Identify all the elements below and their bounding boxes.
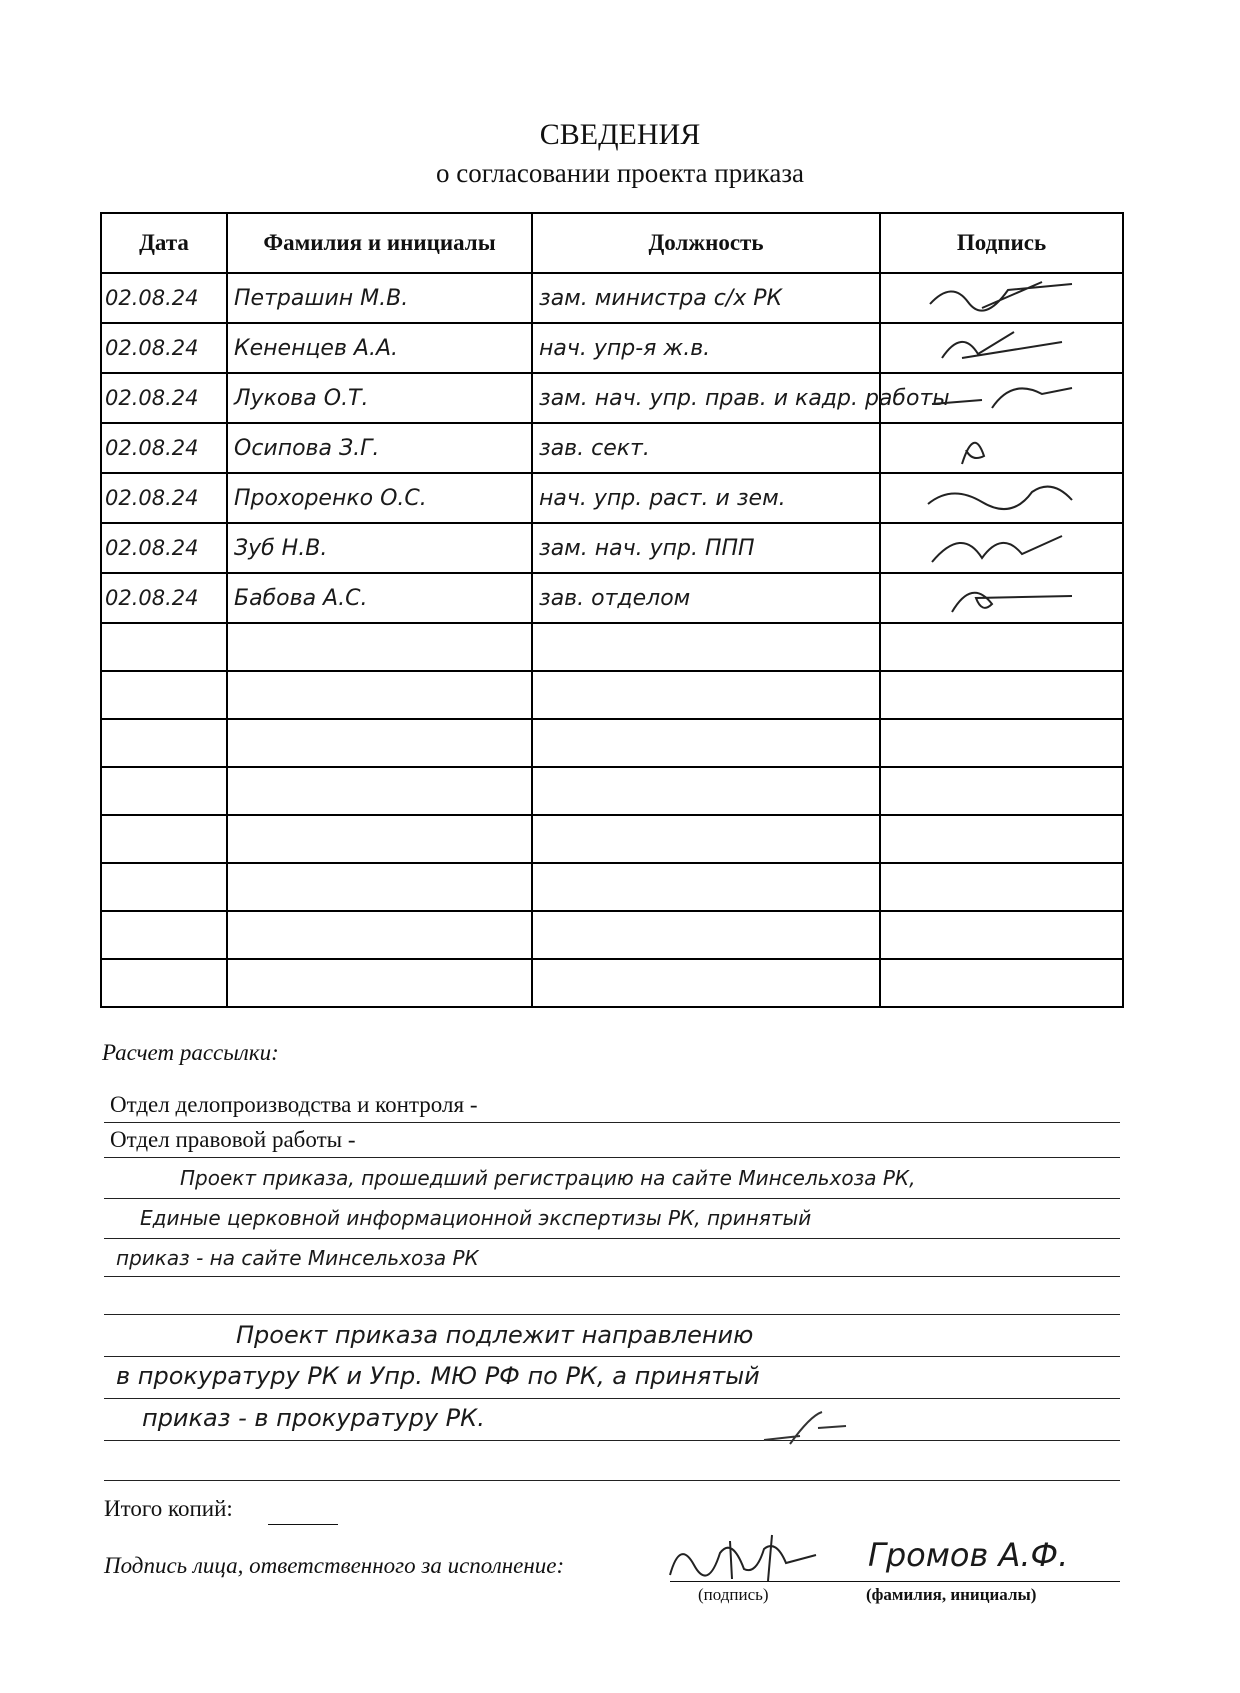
total-copies-label: Итого копий:	[104, 1496, 233, 1521]
cell-signature	[880, 863, 1123, 911]
cell-name	[227, 911, 532, 959]
signature-scribble	[922, 424, 1082, 466]
cell-signature	[880, 523, 1123, 573]
cell-name: Лукова О.Т.	[227, 373, 532, 423]
cell-signature	[880, 623, 1123, 671]
approval-table	[100, 212, 1124, 1008]
cell-date: 02.08.24	[101, 273, 227, 323]
cell-date: 02.08.24	[101, 523, 227, 573]
cell-date	[101, 959, 227, 1007]
cell-name	[227, 959, 532, 1007]
note-line: приказ - на сайте Минсельхоза РК	[116, 1246, 479, 1270]
table-row	[101, 473, 1123, 523]
cell-signature	[880, 911, 1123, 959]
cell-name	[227, 815, 532, 863]
note-line: Проект приказа подлежит направлению	[236, 1321, 754, 1349]
cell-signature	[880, 423, 1123, 473]
cell-name: Зуб Н.В.	[227, 523, 532, 573]
header-signature: Подпись	[880, 213, 1123, 273]
document-subtitle: о согласовании проекта приказа	[436, 158, 804, 188]
cell-position	[532, 863, 880, 911]
cell-name: Кененцев А.А.	[227, 323, 532, 373]
table-row	[101, 815, 1123, 863]
cell-name	[227, 767, 532, 815]
note-line: Единые церковной информационной экспертизы РК, принятый	[140, 1206, 812, 1230]
cell-name	[227, 719, 532, 767]
cell-name: Бабова А.С.	[227, 573, 532, 623]
cell-date	[101, 671, 227, 719]
cell-name: Петрашин М.В.	[227, 273, 532, 323]
signature-scribble	[922, 574, 1082, 616]
cell-name	[227, 671, 532, 719]
header-position: Должность	[532, 213, 880, 273]
cell-position: нач. упр. раст. и зем.	[532, 473, 880, 523]
table-row	[101, 959, 1123, 1007]
divider	[104, 1238, 1120, 1239]
table-body	[101, 273, 1123, 1007]
cell-name	[227, 863, 532, 911]
cell-date	[101, 863, 227, 911]
table-row	[101, 911, 1123, 959]
divider	[104, 1276, 1120, 1277]
cell-position	[532, 767, 880, 815]
cell-date	[101, 815, 227, 863]
note-line: приказ - в прокуратуру РК.	[142, 1404, 485, 1432]
divider	[104, 1198, 1120, 1199]
signature-scribble	[922, 274, 1082, 316]
note-line: Проект приказа, прошедший регистрацию на сайте Минсельхоза РК,	[180, 1166, 916, 1190]
cell-signature	[880, 719, 1123, 767]
divider	[104, 1356, 1120, 1357]
divider	[104, 1157, 1120, 1158]
cell-date: 02.08.24	[101, 373, 227, 423]
cell-position: зав. сект.	[532, 423, 880, 473]
table-row	[101, 273, 1123, 323]
caption-signature: (подпись)	[698, 1585, 769, 1604]
signature-line	[670, 1581, 1120, 1582]
responsible-signature	[660, 1535, 820, 1583]
cell-position	[532, 911, 880, 959]
total-copies-blank	[268, 1524, 338, 1525]
header-date: Дата	[101, 213, 227, 273]
cell-date	[101, 911, 227, 959]
cell-position	[532, 671, 880, 719]
cell-signature	[880, 573, 1123, 623]
signature-scribble	[922, 524, 1082, 566]
cell-signature	[880, 323, 1123, 373]
cell-position	[532, 719, 880, 767]
table-row	[101, 863, 1123, 911]
cell-position: зам. министра с/х РК	[532, 273, 880, 323]
table-row	[101, 573, 1123, 623]
note-line: в прокуратуру РК и Упр. МЮ РФ по РК, а принятый	[116, 1362, 760, 1390]
divider	[104, 1122, 1120, 1123]
cell-position: зав. отделом	[532, 573, 880, 623]
cell-position	[532, 623, 880, 671]
divider	[104, 1398, 1120, 1399]
cell-signature	[880, 767, 1123, 815]
document-title: СВЕДЕНИЯ	[539, 118, 701, 151]
divider	[104, 1314, 1120, 1315]
divider	[104, 1480, 1120, 1481]
distribution-label: Расчет рассылки:	[102, 1040, 279, 1065]
table-row	[101, 623, 1123, 671]
table-row	[101, 523, 1123, 573]
responsible-label: Подпись лица, ответственного за исполнение:	[104, 1553, 565, 1578]
cell-signature	[880, 473, 1123, 523]
cell-date: 02.08.24	[101, 323, 227, 373]
signature-scribble	[922, 474, 1082, 516]
cell-date: 02.08.24	[101, 473, 227, 523]
cell-position	[532, 959, 880, 1007]
handwritten-mark	[760, 1408, 850, 1448]
table-row	[101, 767, 1123, 815]
cell-date: 02.08.24	[101, 573, 227, 623]
cell-name	[227, 623, 532, 671]
header-name: Фамилия и инициалы	[227, 213, 532, 273]
cell-signature	[880, 273, 1123, 323]
distribution-line: Отдел правовой работы -	[110, 1127, 356, 1152]
table-row	[101, 671, 1123, 719]
divider	[104, 1440, 1120, 1441]
distribution-line: Отдел делопроизводства и контроля -	[110, 1092, 478, 1117]
cell-signature	[880, 815, 1123, 863]
table-row	[101, 423, 1123, 473]
responsible-name: Громов А.Ф.	[868, 1536, 1069, 1574]
table-row	[101, 373, 1123, 423]
cell-name: Осипова З.Г.	[227, 423, 532, 473]
signature-scribble	[922, 324, 1082, 366]
cell-position: зам. нач. упр. прав. и кадр. работы	[532, 373, 880, 423]
signature-scribble	[922, 374, 1082, 416]
table-row	[101, 323, 1123, 373]
cell-position	[532, 815, 880, 863]
cell-signature	[880, 671, 1123, 719]
cell-date	[101, 623, 227, 671]
cell-date	[101, 767, 227, 815]
cell-name: Прохоренко О.С.	[227, 473, 532, 523]
cell-date: 02.08.24	[101, 423, 227, 473]
cell-signature	[880, 959, 1123, 1007]
caption-name: (фамилия, инициалы)	[866, 1585, 1037, 1604]
cell-position: нач. упр-я ж.в.	[532, 323, 880, 373]
cell-date	[101, 719, 227, 767]
table-header-row	[101, 213, 1123, 273]
table-row	[101, 719, 1123, 767]
cell-position: зам. нач. упр. ППП	[532, 523, 880, 573]
